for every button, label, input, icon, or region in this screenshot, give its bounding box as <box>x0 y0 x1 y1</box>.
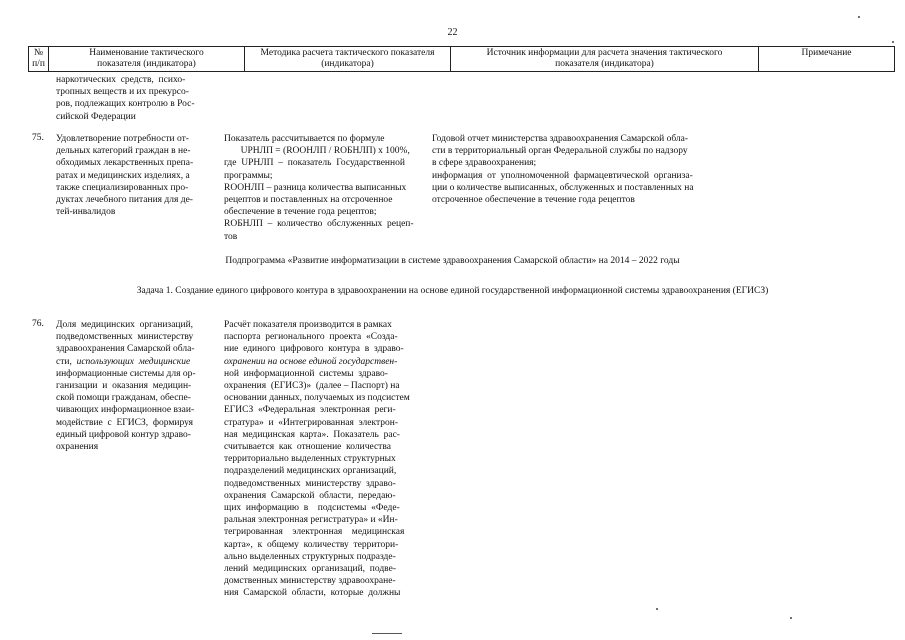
bottom-mark <box>372 633 402 634</box>
row-cont-name: наркотических средств, психо- тропных веществ и их прекурсо- ров, подлежащих контролю в Рос- сийской Федерации <box>56 75 195 122</box>
subprogram-title: Подпрограмма «Развитие информатизации в системе здравоохранения Самарской области» на 2014 – 2022 годы <box>225 256 680 266</box>
page-number: 22 <box>447 27 458 38</box>
scan-speck <box>892 41 894 43</box>
row76-name: Доля медицинских организаций, подведомственных министерству здравоохранения Самарской обла- сти, использующих медицинские информационные системы для ор- ганизации и оказания медицин- ской помощи гражданам, обеспе- чивающих информационное взаи- модействие с ЕГИСЗ, формируя единый цифровой контур здраво- охранения <box>56 320 196 453</box>
header-source: Источник информации для расчета значения тактического показателя (индикатора) <box>450 46 759 72</box>
row75-source: Годовой отчет министерства здравоохранения Самарской обла- сти в территориальный орган Федеральной службы по надзору в сфере здравоохранения; информация от уполномоченной фармацевтической организа- ции о количестве выписанных, обслуженных и поставленных на отсроченное обеспечение в течение года рецептов <box>432 134 694 206</box>
header-note: Примечание <box>758 46 895 72</box>
row75-method: Показатель рассчитывается по формуле UPНЛП = (RООНЛП / RОБНЛП) х 100%, где UPНЛП – показатель Государственной программы; RООНЛП – разница количества выписанных рецептов и поставленных на отсроченное обеспечение в течение года рецептов; RОБНЛП – количество обслуженных рецеп- тов <box>224 134 414 242</box>
scan-speck <box>858 16 860 18</box>
row75-number: 75. <box>32 133 44 143</box>
row75-name: Удовлетворение потребности от- дельных категорий граждан в не- обходимых лекарственных препа- ратах и медицинских изделиях, а также специализированных про- дуктах лечебного питания для де- тей-инвалидов <box>56 134 194 218</box>
row76-method: Расчёт показателя производится в рамках паспорта регионального проекта «Созда- ние единого цифрового контура в здраво- охранении на основе единой государствен- ной информационной системы здраво- охранения (ЕГИСЗ)» (далее – Паспорт) на основании данных, получаемых из подсистем ЕГИСЗ «Федеральная электронная реги- стратура» и «Интегрированная электрон- ная медицинская карта». Показатель рас- считывается как отношение количества территориально выделенных структурных подразделений медицинских организаций, подведомственных министерству здраво- охранения Самарской области, передаю- щих информацию в подсистемы «Феде- ральная электронная регистратура» и «Ин- тегрированная электронная медицинская карта», к общему количеству территори- ально выделенных структурных подразде- лений медицинских организаций, подве- домственных министерству здравоохране- ния Самарской области, которые должны <box>224 320 410 599</box>
header-method: Методика расчета тактического показателя (индикатора) <box>244 46 451 72</box>
header-number: № п/п <box>28 46 49 72</box>
scan-speck <box>656 608 658 610</box>
table-header <box>28 46 895 72</box>
row76-name-italic: использующих медицинские <box>76 356 191 367</box>
scan-speck <box>790 617 792 619</box>
row76-number: 76. <box>32 319 44 329</box>
task-title: Задача 1. Создание единого цифрового контура в здравоохранении на основе единой государственной информационной системы здравоохранения (ЕГИСЗ) <box>136 286 769 296</box>
row76-method-italic: охранении на основе единой государствен- <box>224 356 398 367</box>
header-indicator-name: Наименование тактического показателя (индикатора) <box>48 46 245 72</box>
